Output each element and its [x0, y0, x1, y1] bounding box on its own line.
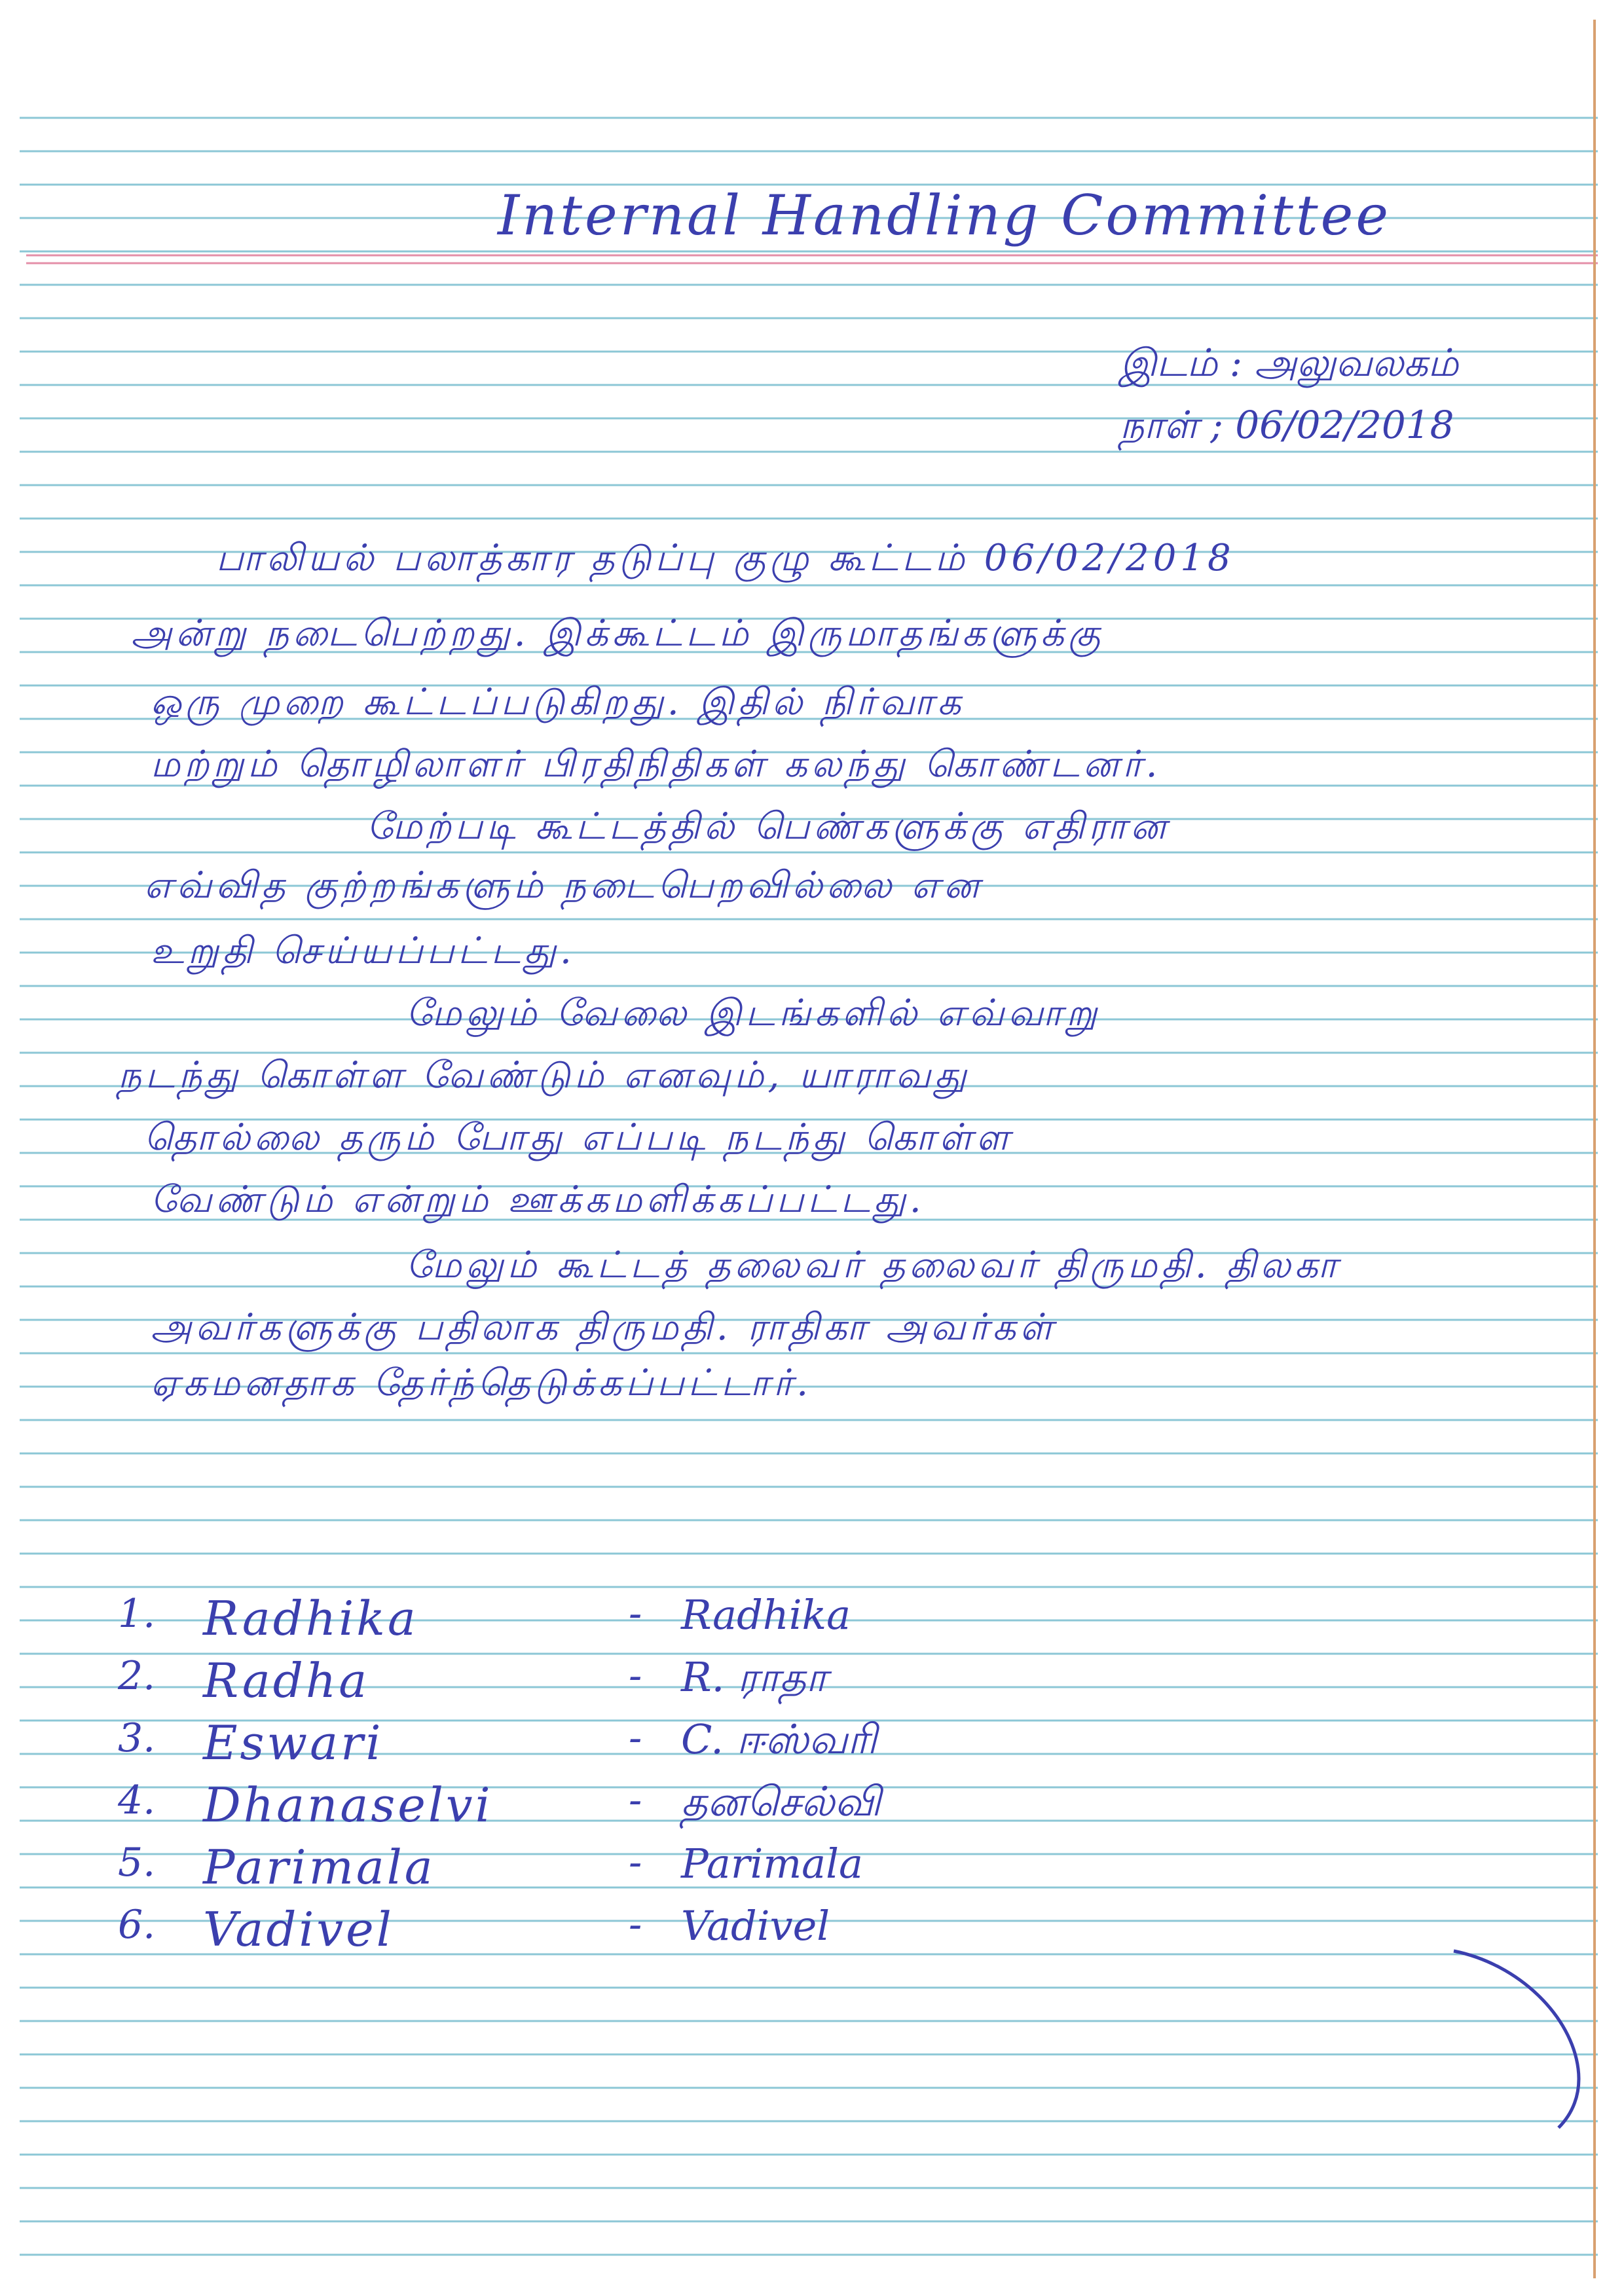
member-number: 4.: [118, 1777, 156, 1823]
member-name: Radha: [203, 1653, 370, 1708]
body-line: வேண்டும் என்றும் ஊக்கமளிக்கப்பட்டது.: [151, 1178, 925, 1221]
member-name: Eswari: [203, 1715, 384, 1770]
body-line: ஒரு முறை கூட்டப்படுகிறது. இதில் நிர்வாக: [151, 681, 965, 723]
body-line: நடந்து கொள்ள வேண்டும் எனவும், யாராவது: [118, 1054, 970, 1097]
body-line: மற்றும் தொழிலாளர் பிரதிநிதிகள் கலந்து கொண்டனர்.: [151, 743, 1162, 786]
member-row: [118, 1902, 1100, 1961]
member-number: 2.: [118, 1653, 156, 1699]
member-dash: -: [629, 1902, 642, 1948]
member-signature: Vadivel: [681, 1902, 830, 1950]
member-dash: -: [629, 1840, 642, 1886]
document-title: Internal Handling Committee: [498, 183, 1392, 247]
date-line: நாள் ; 06/02/2018: [1120, 403, 1454, 447]
member-name: Parimala: [203, 1840, 435, 1895]
member-dash: -: [629, 1591, 642, 1637]
body-line: உறுதி செய்யப்பட்டது.: [151, 930, 576, 972]
member-number: 6.: [118, 1902, 156, 1948]
body-line: ஏகமனதாக தேர்ந்தெடுக்கப்பட்டார்.: [151, 1362, 813, 1404]
member-dash: -: [629, 1653, 642, 1699]
body-line: மேலும் கூட்டத் தலைவர் தலைவர் திருமதி. திலகா: [406, 1244, 1341, 1286]
check-mark: [1441, 1938, 1598, 2134]
body-line: எவ்வித குற்றங்களும் நடைபெறவில்லை என: [144, 864, 984, 907]
member-name: Vadivel: [203, 1902, 394, 1957]
body-line: பாலியல் பலாத்கார தடுப்பு குழு கூட்டம் 06/02/2018: [216, 537, 1235, 579]
member-signature: C. ஈஸ்வரி: [681, 1715, 877, 1763]
place-line: இடம் : அலுவலகம்: [1120, 340, 1459, 385]
member-row: [118, 1840, 1100, 1899]
body-line: மேலும் வேலை இடங்களில் எவ்வாறு: [406, 992, 1101, 1034]
member-number: 5.: [118, 1840, 156, 1886]
member-row: [118, 1777, 1100, 1836]
member-row: [118, 1653, 1100, 1712]
member-number: 3.: [118, 1715, 156, 1761]
member-name: Radhika: [203, 1591, 418, 1646]
member-dash: -: [629, 1777, 642, 1823]
member-row: [118, 1591, 1100, 1650]
body-line: அவர்களுக்கு பதிலாக திருமதி. ராதிகா அவர்கள்: [151, 1306, 1057, 1349]
body-line: மேற்படி கூட்டத்தில் பெண்களுக்கு எதிரான: [367, 805, 1170, 848]
member-signature: Radhika: [681, 1591, 851, 1639]
member-signature: Parimala: [681, 1840, 863, 1887]
member-signature: R. ராதா: [681, 1653, 828, 1701]
member-number: 1.: [118, 1591, 156, 1637]
body-line: அன்று நடைபெற்றது. இக்கூட்டம் இருமாதங்களுக்கு: [131, 612, 1105, 655]
member-signature: தனசெல்வி: [681, 1777, 881, 1825]
body-line: தொல்லை தரும் போது எப்படி நடந்து கொள்ள: [144, 1116, 1014, 1159]
member-row: [118, 1715, 1100, 1774]
member-dash: -: [629, 1715, 642, 1761]
member-name: Dhanaselvi: [203, 1777, 493, 1832]
